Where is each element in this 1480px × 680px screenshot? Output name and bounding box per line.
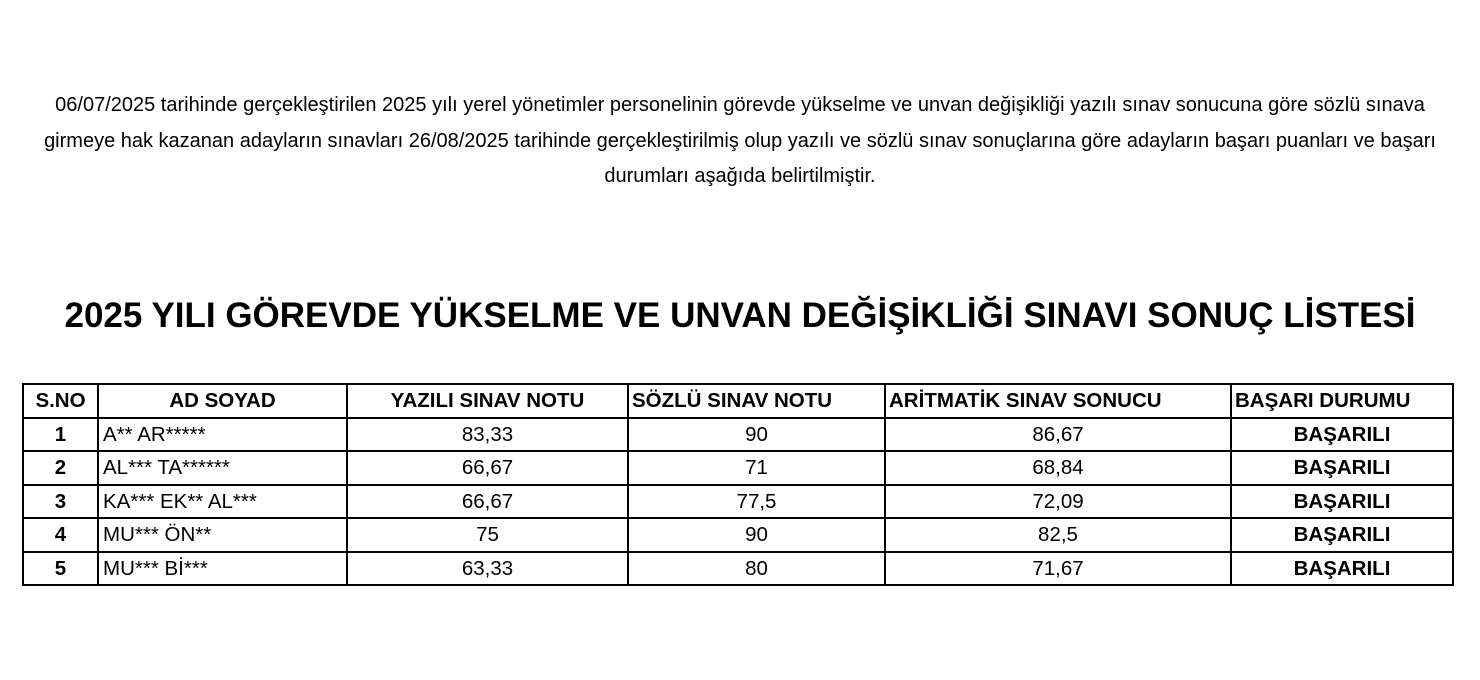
- sno-cell: 4: [23, 518, 98, 552]
- name-cell: MU*** ÖN**: [98, 518, 347, 552]
- written-score-cell: 75: [347, 518, 628, 552]
- oral-score-cell: 71: [628, 451, 885, 485]
- written-score-cell: 63,33: [347, 552, 628, 586]
- name-cell: A** AR*****: [98, 418, 347, 452]
- table-row: [23, 518, 1453, 552]
- table-row: [23, 552, 1453, 586]
- sno-cell: 5: [23, 552, 98, 586]
- status-cell: BAŞARILI: [1231, 518, 1453, 552]
- name-cell: AL*** TA******: [98, 451, 347, 485]
- average-score-cell: 72,09: [885, 485, 1231, 519]
- table-header-row: [23, 384, 1453, 418]
- average-score-cell: 82,5: [885, 518, 1231, 552]
- written-score-cell: 66,67: [347, 451, 628, 485]
- header-written: YAZILI SINAV NOTU: [347, 384, 628, 418]
- page-title: 2025 YILI GÖREVDE YÜKSELME VE UNVAN DEĞİŞİKLİĞİ SINAVI SONUÇ LİSTESİ: [64, 296, 1416, 335]
- header-average: ARİTMATİK SINAV SONUCU: [885, 384, 1231, 418]
- results-table: [22, 383, 1454, 586]
- intro-paragraph: 06/07/2025 tarihinde gerçekleştirilen 2025 yılı yerel yönetimler personelinin görevde yükselme ve unvan değişikliği yazılı sınav sonucuna göre sözlü sınava girmeye hak kazanan adayların sınavları 26/08/2025 tarihinde gerçekleştirilmiş olup yazılı ve sözlü sınav sonuçlarına göre adayların başarı puanları ve başarı durumları aşağıda belirtilmiştir.: [44, 94, 1436, 187]
- average-score-cell: 71,67: [885, 552, 1231, 586]
- sno-cell: 1: [23, 418, 98, 452]
- average-score-cell: 86,67: [885, 418, 1231, 452]
- header-oral: SÖZLÜ SINAV NOTU: [628, 384, 885, 418]
- status-cell: BAŞARILI: [1231, 451, 1453, 485]
- header-status: BAŞARI DURUMU: [1231, 384, 1453, 418]
- name-cell: KA*** EK** AL***: [98, 485, 347, 519]
- status-cell: BAŞARILI: [1231, 485, 1453, 519]
- sno-cell: 3: [23, 485, 98, 519]
- table-row: [23, 451, 1453, 485]
- table-row: [23, 485, 1453, 519]
- oral-score-cell: 80: [628, 552, 885, 586]
- oral-score-cell: 77,5: [628, 485, 885, 519]
- average-score-cell: 68,84: [885, 451, 1231, 485]
- oral-score-cell: 90: [628, 418, 885, 452]
- oral-score-cell: 90: [628, 518, 885, 552]
- header-name: AD SOYAD: [98, 384, 347, 418]
- table-row: [23, 418, 1453, 452]
- status-cell: BAŞARILI: [1231, 418, 1453, 452]
- sno-cell: 2: [23, 451, 98, 485]
- header-sno: S.NO: [23, 384, 98, 418]
- name-cell: MU*** Bİ***: [98, 552, 347, 586]
- status-cell: BAŞARILI: [1231, 552, 1453, 586]
- written-score-cell: 83,33: [347, 418, 628, 452]
- written-score-cell: 66,67: [347, 485, 628, 519]
